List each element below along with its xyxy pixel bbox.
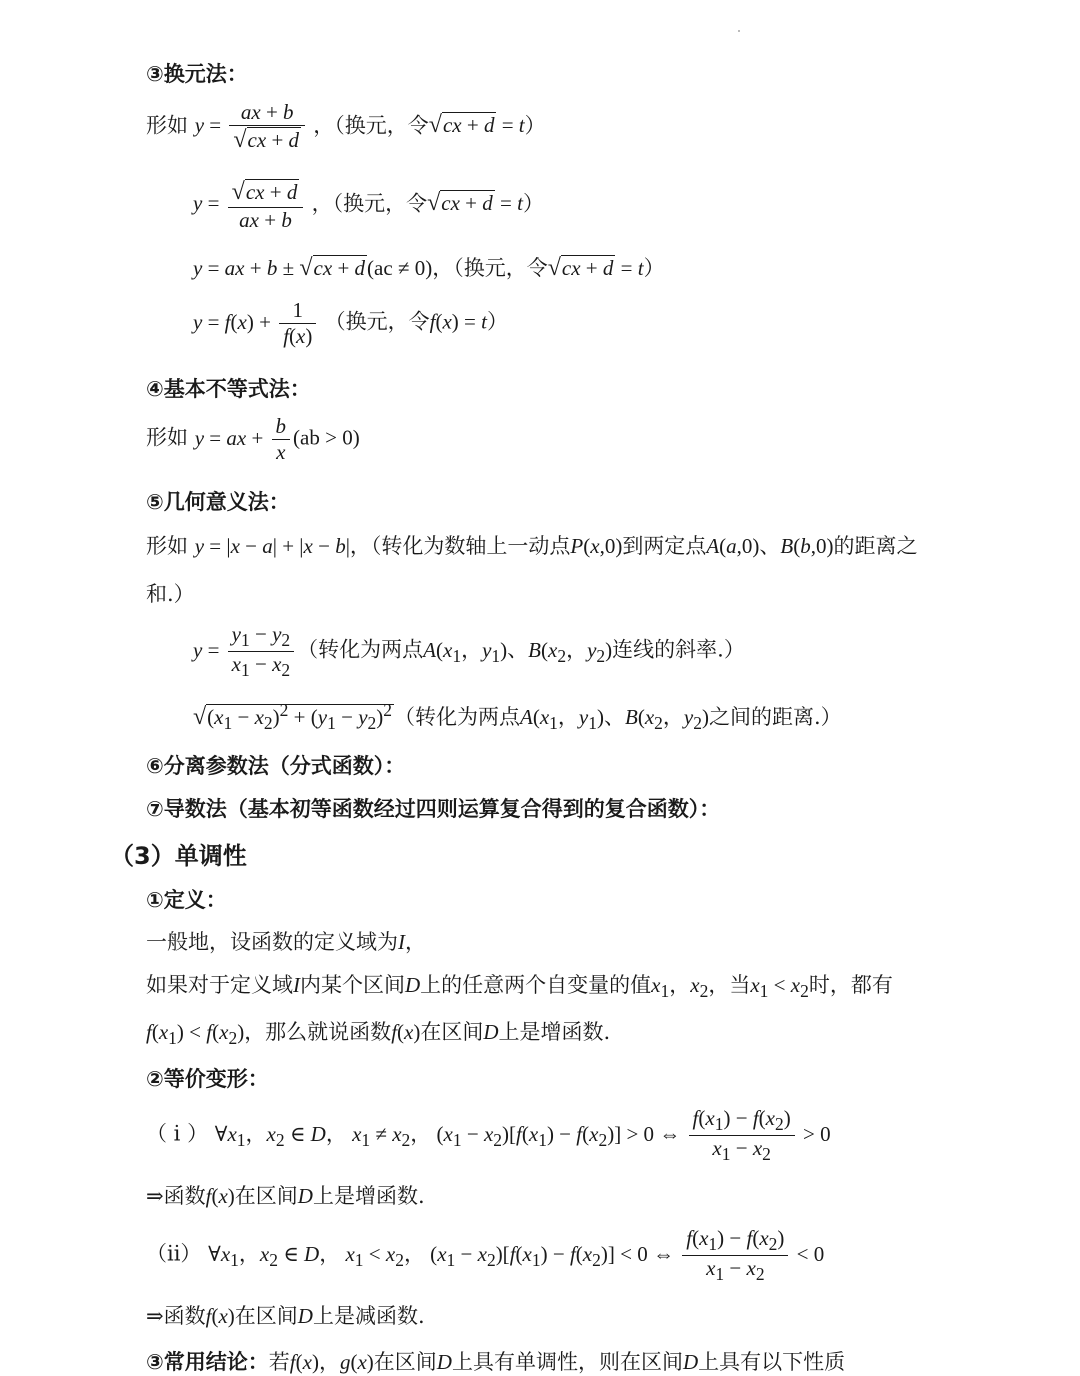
common-conclusions: ③常用结论：若f(x)，g(x)在区间D上具有单调性，则在区间D上具有以下性质 — [146, 1350, 846, 1374]
equivalent-form-ii-conclusion: ⇒函数f(x)在区间D上是减函数. — [146, 1304, 425, 1328]
geometric-form-1-wrap: 和.） — [146, 582, 195, 606]
equivalent-forms-title: ②等价变形： — [146, 1067, 269, 1091]
equivalent-form-ii: （ii） $\forall x_1$，$x_2$ ∈ D， $x_1 < x_2$， $(x_1 - x_2)[f(x_1) - f(x_2)] < 0$ ⇔ $\frac{f(x_1) - f(x_2)}{x_1 - x_2}$ < 0 — [146, 1226, 825, 1285]
substitution-form-4: y = f(x) + $\frac{1}{f(x)}$ （换元，令f(x) = t） — [193, 298, 508, 349]
section-title-separation: ⑥分离参数法（分式函数）： — [146, 754, 406, 778]
geometric-form-1: 形如 y = |x − a| + |x − b|，（转化为数轴上一动点P(x,0)到两定点A(a,0)、B(b,0)的距离之 — [146, 534, 918, 558]
definition-line-2: 如果对于定义域I内某个区间D上的任意两个自变量的值$x_1$，$x_2$，当$x_1 < x_2$时，都有 — [146, 973, 893, 1002]
common-conclusions-title: ③常用结论： — [146, 1350, 269, 1374]
equivalent-form-i-conclusion: ⇒函数f(x)在区间D上是增函数. — [146, 1184, 425, 1208]
inequality-form: 形如 y = ax + $\frac{b}{x}$ (ab > 0) — [146, 414, 360, 465]
scan-speck — [738, 30, 740, 32]
definition-title: ①定义： — [146, 888, 227, 912]
substitution-form-1: 形如 y = $\frac{ax + b}{√cx + d}$ ，（换元，令√cx + d = t） — [146, 100, 546, 154]
section-title-geometric: ⑤几何意义法： — [146, 490, 290, 514]
substitution-form-2: y = $\frac{√cx + d}{ax + b}$ ，（换元，令√cx + d = t） — [193, 179, 544, 232]
section-title-substitution: ③换元法： — [146, 62, 248, 86]
section-heading-monotonicity: （3）单调性 — [110, 842, 247, 870]
equivalent-form-i: （ i ） $\forall x_1$，$x_2$ ∈ D， $x_1 \ne x_2$， $(x_1 - x_2)[f(x_1) - f(x_2)] > 0$ ⇔ $\frac{f(x_1) - f(x_2)}{x_1 - x_2}$ > 0 — [146, 1106, 831, 1165]
geometric-form-3: $√(x_1 - x_2)^2 + (y_1 - y_2)^2$（转化为两点$A(x_1$，$y_1$)、$B(x_2$，$y_2$)之间的距离.） — [193, 700, 842, 734]
section-title-derivative: ⑦导数法（基本初等函数经过四则运算复合得到的复合函数）： — [146, 797, 721, 821]
substitution-form-3: y = ax + b ± √cx + d(ac ≠ 0)，（换元，令√cx + d = t） — [193, 255, 665, 281]
definition-line-3: $f(x_1) < f(x_2)$，那么就说函数f(x)在区间D上是增函数. — [146, 1020, 611, 1049]
geometric-form-2: y = $\frac{y_1 - y_2}{x_1 - x_2}$ （转化为两点$A(x_1$，$y_1$)、$B(x_2$，$y_2$)连线的斜率.） — [193, 622, 745, 681]
section-title-inequality: ④基本不等式法： — [146, 377, 311, 401]
definition-line-1: 一般地，设函数的定义域为I， — [146, 930, 426, 954]
